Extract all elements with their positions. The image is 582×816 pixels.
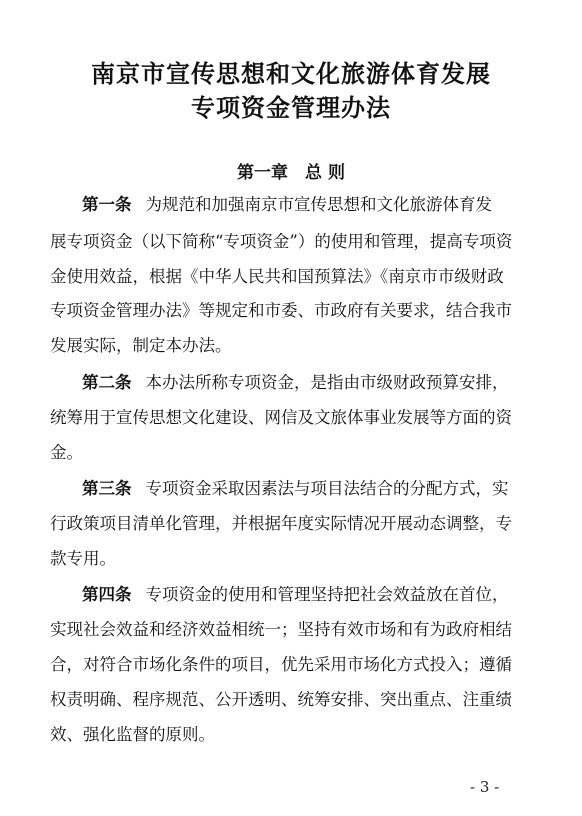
line-text: 金使用效益，根据《中华人民共和国预算法》《南京市市级财政: [50, 267, 504, 286]
line-text: 统筹用于宣传思想文化建设、网信及文旅体事业发展等方面的资: [50, 408, 512, 427]
article-number: 第一条: [82, 195, 132, 214]
line-text: 效、强化监督的原则。: [50, 725, 215, 744]
paragraph-line: [50, 549, 550, 569]
article-number: 第三条: [82, 479, 132, 498]
paragraph-line: [50, 655, 550, 675]
paragraph-line: [82, 373, 582, 393]
line-text: 发展实际，制定本办法。: [50, 336, 232, 355]
chapter-heading-1: 第一章 总 则: [237, 163, 345, 183]
line-text: 展专项资金（以下简称“专项资金”）的使用和管理，提高专项资: [50, 232, 513, 251]
paragraph-line: [50, 443, 550, 463]
paragraph-line: [50, 232, 550, 252]
paragraph-line: [50, 620, 550, 640]
document-title-line-2: 专项资金管理办法: [191, 94, 391, 122]
line-text: 合，对符合市场化条件的项目，优先采用市场化方式投入；遵循: [50, 655, 512, 674]
paragraph-line: [50, 690, 550, 710]
article-number: 第二条: [82, 373, 132, 392]
document-title-line-1: 南京市宣传思想和文化旅游体育发展: [91, 60, 491, 88]
line-text: 实现社会效益和经济效益相统一；坚持有效市场和有为政府相结: [50, 620, 512, 639]
paragraph-line: [82, 585, 582, 605]
article-number: 第四条: [82, 585, 132, 604]
line-text: 专项资金管理办法》等规定和市委、市政府有关要求，结合我市: [50, 301, 512, 320]
line-text: 专项资金采取因素法与项目法结合的分配方式，实: [145, 479, 509, 498]
paragraph-line: [82, 195, 582, 215]
paragraph-line: [50, 408, 550, 428]
line-text: 款专用。: [50, 549, 116, 568]
paragraph-line: [50, 336, 550, 356]
page-number: - 3 -: [470, 778, 500, 796]
line-text: 为规范和加强南京市宣传思想和文化旅游体育发: [145, 195, 492, 214]
line-text: 金。: [50, 443, 83, 462]
paragraph-line: [82, 479, 582, 499]
paragraph-line: [50, 301, 550, 321]
paragraph-line: [50, 725, 550, 745]
paragraph-line: [50, 514, 550, 534]
line-text: 本办法所称专项资金，是指由市级财政预算安排，: [145, 373, 509, 392]
line-text: 行政策项目清单化管理，并根据年度实际情况开展动态调整，专: [50, 514, 512, 533]
line-text: 权责明确、程序规范、公开透明、统筹安排、突出重点、注重绩: [50, 690, 512, 709]
line-text: 专项资金的使用和管理坚持把社会效益放在首位，: [145, 585, 509, 604]
paragraph-line: [50, 267, 550, 287]
